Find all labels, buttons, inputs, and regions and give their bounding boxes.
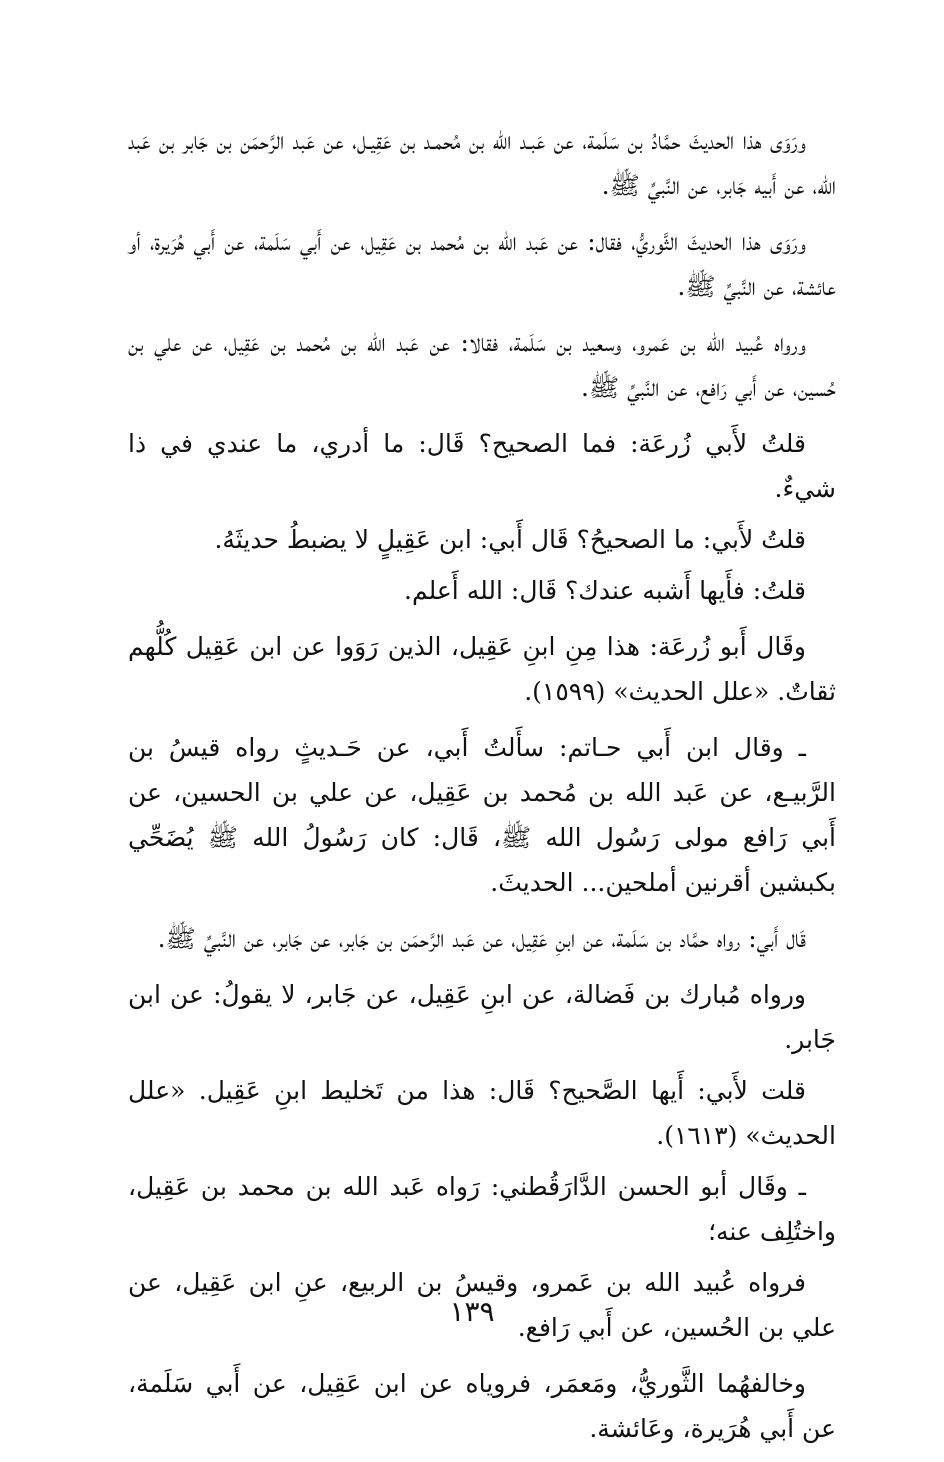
paragraph-12: ـ وقَال أبو الحسن الدَّارَقُطني: رَواه عَبد الله بن محمد بن عَقِيل، واختُلِف عنه؛ <box>128 1172 836 1246</box>
paragraph-6: قلتُ: فأَيها أَشبه عندك؟ قَال: الله أَعلم. <box>404 576 806 605</box>
paragraph-9: قَال أَبي: رواه حمَّاد بن سَلَمة، عن ابنِ عَقِيل، عن عَبد الرَّحمَن بن جَابر، عن جَابر، عن النَّبيِّ ﷺ. <box>157 924 806 953</box>
paragraph-13: فرواه عُبيد الله بن عَمرو، وقيسُ بن الربيع، عنِ ابن عَقِيل، عن علي بن الحُسين، عن أَبي رَافع. <box>128 1268 836 1342</box>
paragraph-14: وخالفهُما الثَّوريُّ، ومَعمَر، فروياه عن ابن عَقِيل، عن أَبي سَلَمة، عن أَبي هُرَيرة، وعَائشة. <box>128 1369 836 1443</box>
paragraph-3: ورواه عُبيد الله بن عَمرو، وسعيد بن سَلَمة، فقالا: عن عَبد الله بن مُحمد بن عَقِيل، عن علي بن حُسين، عن أَبي رَافع، عن النَّبيِّ ﷺ. <box>128 328 836 402</box>
paragraph-10: ورواه مُبارك بن فَضالة، عن ابنِ عَقِيل، عن جَابر، لا يقولُ: عن ابن جَابر. <box>128 980 836 1054</box>
paragraph-1: ورَوَى هذا الحديثَ حمَّادُ بن سَلَمة، عن عَبـد الله بن مُحمـد بن عَقِيـل، عن عَبد الرَّحمَن بن جَابر بن عَبد الله، عن أَبيه جَابر، عن النَّبيِّ ﷺ. <box>128 126 836 200</box>
paragraph-8: ـ وقال ابن أَبي حـاتم: سأَلتُ أَبي، عن حَـديثٍ رواه قيسُ بن الرَّبيـع، عن عَبد الله بن مُحمد بن عَقِيل، عن علي بن الحسين، عن أَبي رَافع مولى رَسُول الله ﷺ، قَال: كان رَسُولُ الله ﷺ يُضَحِّي بكبشين أقرنين أملحين... الحديثَ. <box>128 733 836 897</box>
paragraph-5: قلتُ لأَبي: ما الصحيحُ؟ قَال أَبي: ابن عَقِيلٍ لا يضبطُ حديثَهُ. <box>214 525 806 554</box>
paragraph-2: ورَوَى هذا الحديثَ الثَّوريُّ، فقال: عن عَبد الله بن مُحمد بن عَقِيل، عن أَبي سَلَمة، عن أَبي هُرَيرة، أو عائشة، عن النَّبيِّ ﷺ. <box>128 227 836 301</box>
paragraph-11: قلت لأَبي: أَيها الصَّحيح؟ قَال: هذا من تَخليط ابنِ عَقِيل. «علل الحديث» (١٦١٣). <box>128 1076 836 1150</box>
paragraph-7: وقَال أَبو زُرعَة: هذا مِنِ ابنِ عَقِيل، الذين رَوَوا عن ابن عَقِيل كُلُّهم ثقاتٌ. «علل الحديث» (١٥٩٩). <box>128 632 836 706</box>
page-number: ١٣٩ <box>449 1295 495 1328</box>
paragraph-4: قلتُ لأَبي زُرعَة: فما الصحيح؟ قَال: ما أدري، ما عندي في ذا شيءٌ. <box>128 429 836 503</box>
document-body <box>128 118 836 1462</box>
